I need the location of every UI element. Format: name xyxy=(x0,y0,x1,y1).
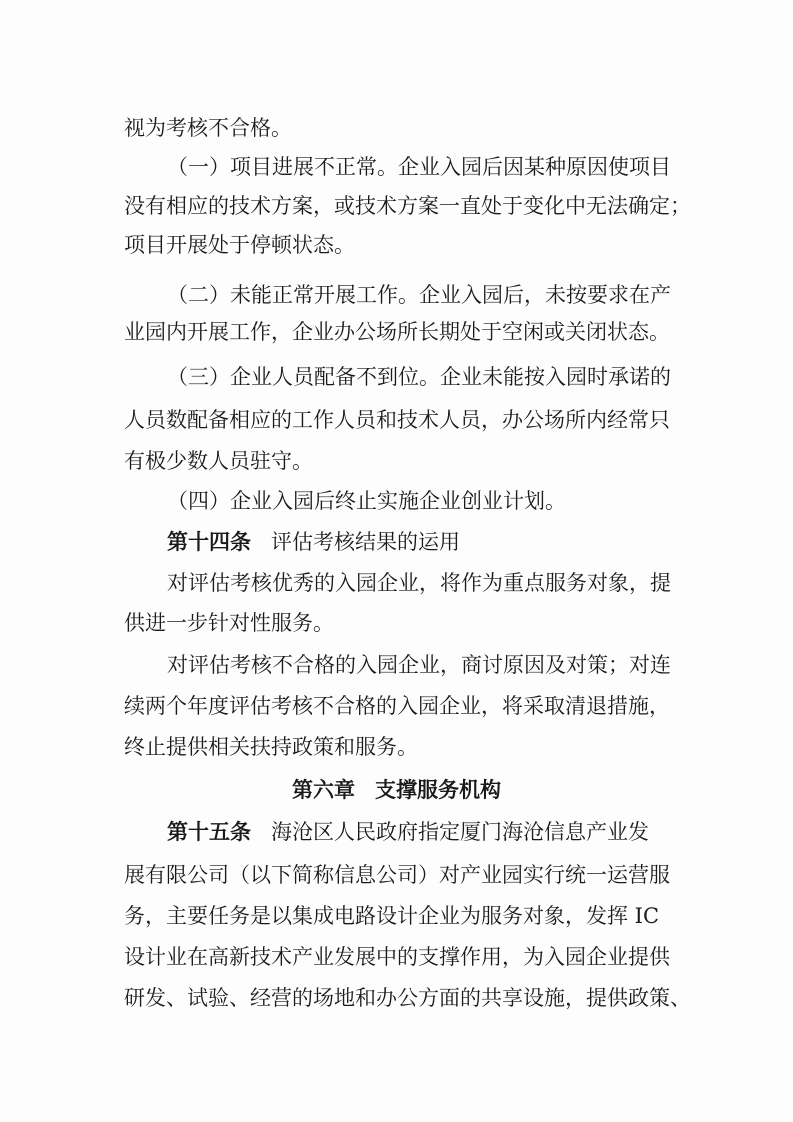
text-line: 展有限公司（以下简称信息公司）对产业园实行统一运营服 xyxy=(124,863,670,887)
text-line: 没有相应的技术方案，或技术方案一直处于变化中无法确定； xyxy=(124,194,691,218)
text-line: 人员数配备相应的工作人员和技术人员，办公场所内经常只 xyxy=(124,408,670,432)
text-line: 终止提供相关扶持政策和服务。 xyxy=(124,735,418,759)
chapter-heading xyxy=(0,776,793,804)
text-line: 业园内开展工作，企业办公场所长期处于空闲或关闭状态。 xyxy=(124,320,670,344)
text-line: 设计业在高新技术产业发展中的支撑作用，为入园企业提供 xyxy=(124,945,670,969)
text-line: 有极少数人员驻守。 xyxy=(124,449,313,473)
text-line: 视为考核不合格。 xyxy=(124,116,292,140)
text-line: （二）未能正常开展工作。企业入园后，未按要求在产 xyxy=(167,283,671,307)
text-line: 研发、试验、经营的场地和办公方面的共享设施，提供政策、 xyxy=(124,986,691,1010)
text-line: 续两个年度评估考核不合格的入园企业，将采取清退措施， xyxy=(124,694,670,718)
text-line: 对评估考核优秀的入园企业，将作为重点服务对象，提 xyxy=(167,571,671,595)
text-line: （四）企业入园后终止实施企业创业计划。 xyxy=(167,489,566,513)
chapter-title: 支撑服务机构 xyxy=(375,778,501,802)
text-line: 对评估考核不合格的入园企业，商讨原因及对策；对连 xyxy=(167,653,671,677)
article-14-title: 评估考核结果的运用 xyxy=(271,530,460,554)
text-line: 供进一步针对性服务。 xyxy=(124,611,334,635)
chapter-number: 第六章 xyxy=(292,778,355,802)
text-line: 项目开展处于停顿状态。 xyxy=(124,233,355,257)
text-line: （三）企业人员配备不到位。企业未能按入园时承诺的 xyxy=(167,365,671,389)
article-15-text: 海沧区人民政府指定厦门海沧信息产业发 xyxy=(271,820,649,844)
article-15-label: 第十五条 xyxy=(167,820,251,844)
article-15-first-line xyxy=(0,818,793,846)
article-14-label: 第十四条 xyxy=(167,530,251,554)
article-14-heading xyxy=(0,528,793,556)
text-line: 务，主要任务是以集成电路设计企业为服务对象，发挥 IC xyxy=(124,904,660,928)
text-line: （一）项目进展不正常。企业入园后因某种原因使项目 xyxy=(167,155,671,179)
